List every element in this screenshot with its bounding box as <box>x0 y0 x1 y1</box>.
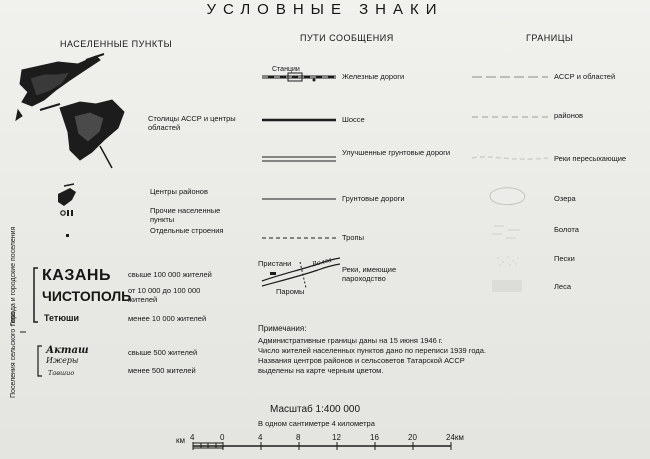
scale-tick-label: 24км <box>446 433 464 442</box>
railway-symbol <box>262 73 336 82</box>
label-drying-rivers: Реки пересыхающие <box>554 154 627 163</box>
heading-routes: ПУТИ СООБЩЕНИЯ <box>300 33 394 43</box>
scale-unit: км <box>176 436 185 445</box>
swamp-symbol <box>492 226 520 238</box>
label-stations: Станции <box>272 66 300 73</box>
notes-line-3: Названия центров районов и сельсоветов Татарской АССР <box>258 356 465 365</box>
label-railways: Железные дороги <box>342 72 405 81</box>
sand-symbol <box>497 256 519 266</box>
label-city-type-vertical: Города и городские поселения <box>10 226 17 326</box>
heading-settlements: НАСЕЛЕННЫЕ ПУНКТЫ <box>60 39 173 49</box>
legend-title: УСЛОВНЫЕ ЗНАКИ <box>206 1 444 18</box>
village-sample-medium: Ижеры <box>46 356 79 365</box>
notes-line-4: выделены на карте черным цветом. <box>258 366 384 375</box>
label-improved-roads: Улучшенные грунтовые дороги <box>342 148 451 157</box>
scale-bar <box>193 442 451 450</box>
capital-city-symbol <box>16 54 124 168</box>
notes-line-2: Число жителей населенных пунктов дано по переписи 1939 года. <box>258 346 486 355</box>
label-highway: Шоссе <box>342 115 365 124</box>
label-dirt-roads: Грунтовые дороги <box>342 194 405 203</box>
label-paths: Тропы <box>342 233 364 242</box>
scale-tick-label: 4 <box>258 433 263 442</box>
label-swamps: Болота <box>554 225 579 234</box>
scale-tick-label: 20 <box>408 433 417 442</box>
forest-symbol <box>492 280 522 292</box>
label-navigable-rivers: Реки, имеющие пароходство <box>342 265 397 283</box>
drying-river-symbol <box>472 157 548 159</box>
city-desc-large: свыше 100 000 жителей <box>128 270 212 279</box>
notes-line-1: Административные границы даны на 15 июня 1946 г. <box>258 336 443 345</box>
scale-subtitle: В одном сантиметре 4 километра <box>258 419 375 428</box>
label-district-centers: Центры районов <box>150 187 208 196</box>
scale-tick-label: 8 <box>296 433 301 442</box>
city-desc-small: менее 10 000 жителей <box>128 314 207 323</box>
village-bracket <box>38 346 42 376</box>
label-piers: Пристани <box>258 259 292 268</box>
city-sample-medium: ЧИСТОПОЛЬ <box>42 288 132 304</box>
village-desc-small: менее 500 жителей <box>128 366 196 375</box>
improved-road-symbol <box>262 157 336 161</box>
village-sample-small: Тавшио <box>48 369 75 377</box>
label-district-borders: районов <box>554 111 584 120</box>
label-other-settlements: Прочие населенные пункты <box>150 206 221 224</box>
scale-tick-label: 16 <box>370 433 379 442</box>
city-desc-medium: от 10 000 до 100 000 жителей <box>128 286 201 304</box>
scale-tick-label: 0 <box>220 433 225 442</box>
village-sample-large: Акташ <box>46 345 89 356</box>
lake-symbol <box>490 188 525 205</box>
notes-title: Примечания: <box>258 324 307 333</box>
label-river-name: Волга <box>311 255 333 269</box>
label-capitals: Столицы АССР и центры областей <box>148 114 236 132</box>
label-ferries: Паромы <box>276 287 305 296</box>
scale-title: Масштаб 1:400 000 <box>270 404 361 415</box>
city-sample-large: КАЗАНЬ <box>42 267 111 284</box>
label-rural-type-vertical: Поселения сельского типа <box>10 311 17 398</box>
label-lakes: Озера <box>554 194 576 203</box>
district-center-symbol <box>58 184 76 237</box>
scale-tick-label: 12 <box>332 433 341 442</box>
city-bracket <box>34 268 38 322</box>
heading-borders: ГРАНИЦЫ <box>526 33 574 43</box>
label-forests: Леса <box>554 282 572 291</box>
label-buildings: Отдельные строения <box>150 226 224 235</box>
city-sample-small: Тетюши <box>44 313 80 323</box>
label-sands: Пески <box>554 254 575 263</box>
village-desc-large: свыше 500 жителей <box>128 348 198 357</box>
label-assr-borders: АССР и областей <box>554 72 616 81</box>
scale-tick-label: 4 <box>190 433 195 442</box>
